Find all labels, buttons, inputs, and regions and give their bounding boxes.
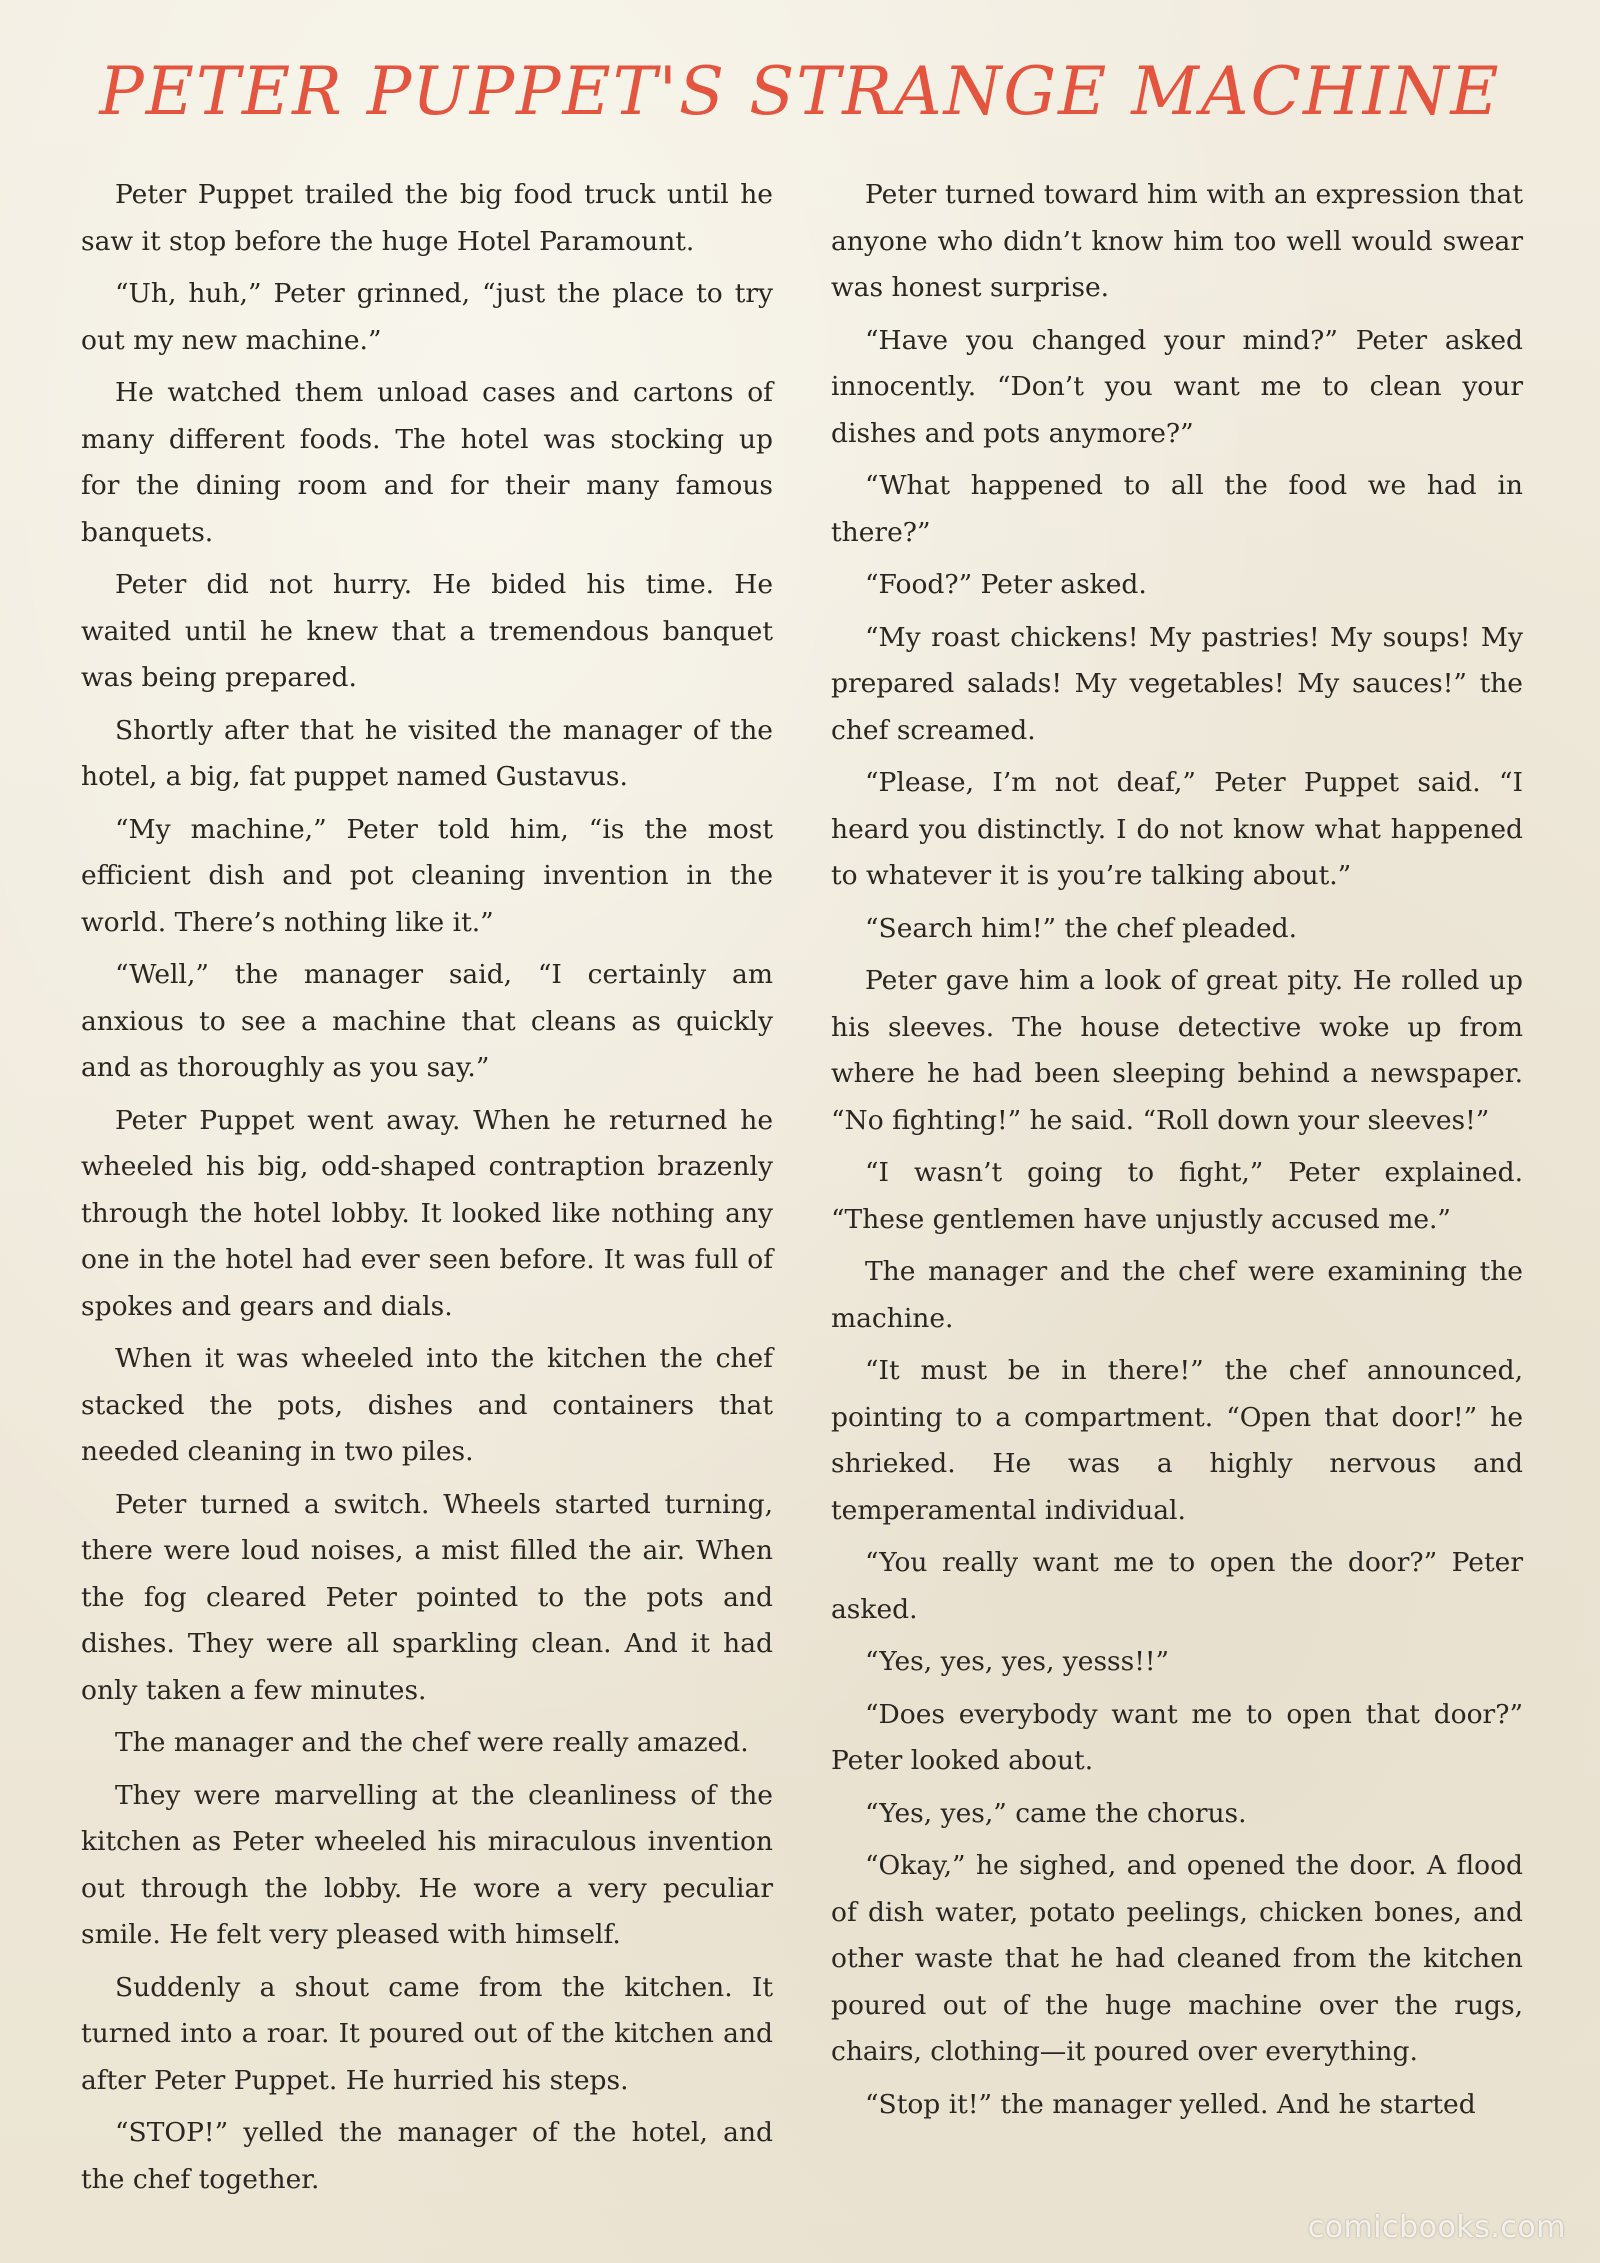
paragraph: Peter Puppet went away. When he returned he wheeled his big, odd-shaped contraption brazenly through the hotel lobby. It looked like nothing any one in the hotel had ever seen before. It was full of spokes and gears and dials. — [81, 1104, 773, 1322]
paragraph: “Food?” Peter asked. — [865, 569, 1147, 600]
paragraph: “Uh, huh,” Peter grinned, “just the place to try out my new machine.” — [81, 278, 773, 356]
paragraph: When it was wheeled into the kitchen the chef stacked the pots, dishes and containers that needed cleaning in two piles. — [81, 1343, 773, 1467]
paragraph: He watched them unload cases and cartons of many different foods. The hotel was stocking up for the dining room and for their many famous banquets. — [81, 377, 773, 548]
paragraph: “Search him!” the chef pleaded. — [865, 912, 1298, 944]
paragraph: “STOP!” yelled the manager of the hotel, and the chef together. — [81, 2117, 773, 2195]
paragraph: Peter Puppet trailed the big food truck until he saw it stop before the huge Hotel Paramount. — [81, 179, 773, 257]
paragraph: Peter gave him a look of great pity. He rolled up his sleeves. The house detective woke up from where he had been sleeping behind a newspaper. “No fighting!” he said. “Roll down your sleeves!” — [831, 965, 1523, 1136]
paragraph: “Stop it!” the manager yelled. And he started — [865, 2088, 1476, 2120]
paragraph: “I wasn’t going to fight,” Peter explained. “These gentlemen have unjustly accused me.” — [831, 1157, 1523, 1235]
paragraph: “My machine,” Peter told him, “is the most efficient dish and pot cleaning invention in the world. There’s nothing like it.” — [81, 813, 773, 938]
paragraph: Peter turned toward him with an expression that anyone who didn’t know him too well would swear was honest surprise. — [831, 179, 1523, 303]
paragraph: “Have you changed your mind?” Peter asked innocently. “Don’t you want me to clean your dishes and pots anymore?” — [831, 324, 1523, 449]
paragraph: The manager and the chef were examining the machine. — [831, 1256, 1523, 1334]
paragraph: “Yes, yes,” came the chorus. — [865, 1797, 1247, 1829]
paragraph: Peter turned a switch. Wheels started turning, there were loud noises, a mist filled the air. When the fog cleared Peter pointed to the pots and dishes. They were all sparkling clean. And it had only taken a few minutes. — [81, 1488, 773, 1706]
paragraph: Shortly after that he visited the manager of the hotel, a big, fat puppet named Gustavus. — [81, 714, 773, 792]
right-column — [831, 172, 1523, 2134]
paragraph: “Please, I’m not deaf,” Peter Puppet said. “I heard you distinctly. I do not know what happened to whatever it is you’re talking about.” — [831, 767, 1523, 891]
watermark-text: comicbooks.com — [1307, 2210, 1566, 2245]
paragraph: “Okay,” he sighed, and opened the door. A flood of dish water, potato peelings, chicken bones, and other waste that he had cleaned from the kitchen poured out of the huge machine over the rugs, chairs, clothing—it poured over everything. — [831, 1850, 1523, 2067]
paragraph: “Does everybody want me to open that door?” Peter looked about. — [831, 1698, 1523, 1776]
paragraph: Suddenly a shout came from the kitchen. It turned into a roar. It poured out of the kitchen and after Peter Puppet. He hurried his steps. — [81, 1971, 773, 2096]
paragraph: “It must be in there!” the chef announced, pointing to a compartment. “Open that door!” he shrieked. He was a highly nervous and temperamental individual. — [831, 1355, 1523, 1526]
paragraph: “You really want me to open the door?” Peter asked. — [831, 1547, 1523, 1625]
paragraph: They were marvelling at the cleanliness of the kitchen as Peter wheeled his miraculous invention out through the lobby. He wore a very peculiar smile. He felt very pleased with himself. — [81, 1779, 773, 1950]
paragraph: The manager and the chef were really amazed. — [115, 1727, 749, 1758]
paragraph: “What happened to all the food we had in there?” — [831, 470, 1523, 548]
paragraph: “My roast chickens! My pastries! My soups! My prepared salads! My vegetables! My sauces!” the chef screamed. — [831, 621, 1523, 746]
paragraph: “Yes, yes, yes, yesss!!” — [865, 1646, 1170, 1677]
left-column — [81, 172, 773, 2209]
story-title: PETER PUPPET'S STRANGE MACHINE — [99, 53, 1501, 130]
paragraph: “Well,” the manager said, “I certainly am anxious to see a machine that cleans as quickly and as thoroughly as you say.” — [81, 959, 773, 1083]
paragraph: Peter did not hurry. He bided his time. He waited until he knew that a tremendous banquet was being prepared. — [81, 569, 773, 693]
